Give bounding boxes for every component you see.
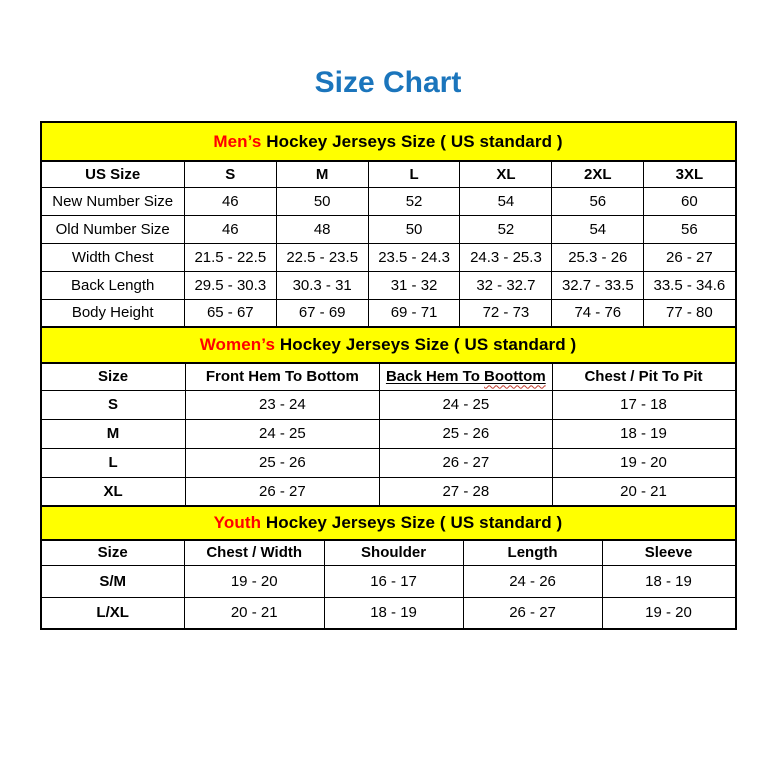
page-title: Size Chart <box>314 66 462 99</box>
row-label: Body Height <box>41 299 185 327</box>
womens-band-row <box>41 327 736 363</box>
cell: 27 - 28 <box>380 477 552 506</box>
band-highlight: Youth <box>213 513 262 532</box>
column-header: Length <box>463 540 602 565</box>
column-header: Sleeve <box>602 540 735 565</box>
column-header: Size <box>41 363 186 390</box>
cell: 18 - 19 <box>602 565 735 597</box>
table-row <box>41 271 736 299</box>
row-label: M <box>41 419 186 448</box>
youth-section-band <box>41 506 736 540</box>
cell: 25 - 26 <box>380 419 552 448</box>
column-header: US Size <box>41 161 185 187</box>
cell: 30.3 - 31 <box>276 271 368 299</box>
band-text: Hockey Jerseys Size ( US standard ) <box>275 335 577 354</box>
row-label: New Number Size <box>41 187 185 215</box>
row-label: S <box>41 390 186 419</box>
cell: 24 - 25 <box>185 419 380 448</box>
cell: 69 - 71 <box>368 299 460 327</box>
row-label: XL <box>41 477 186 506</box>
table-row <box>41 187 736 215</box>
row-label: Back Length <box>41 271 185 299</box>
cell: 46 <box>184 187 276 215</box>
table-row <box>41 215 736 243</box>
cell: 24 - 25 <box>380 390 552 419</box>
column-header: 2XL <box>552 161 644 187</box>
cell: 48 <box>276 215 368 243</box>
cell: 65 - 67 <box>184 299 276 327</box>
row-label: S/M <box>41 565 185 597</box>
cell: 25 - 26 <box>185 448 380 477</box>
cell: 26 - 27 <box>644 243 736 271</box>
cell: 32 - 32.7 <box>460 271 552 299</box>
column-header: Front Hem To Bottom <box>185 363 380 390</box>
band-text: Hockey Jerseys Size ( US standard ) <box>261 513 563 532</box>
cell: 52 <box>368 187 460 215</box>
womens-section-band <box>41 327 736 363</box>
table-row <box>41 448 736 477</box>
cell: 56 <box>552 187 644 215</box>
table-row <box>41 477 736 506</box>
column-header: 3XL <box>644 161 736 187</box>
band-highlight: Men’s <box>213 131 262 151</box>
table-row <box>41 419 736 448</box>
mens-section-band <box>41 122 736 161</box>
row-label: Width Chest <box>41 243 185 271</box>
cell: 19 - 20 <box>602 597 735 629</box>
row-label: L/XL <box>41 597 185 629</box>
cell: 77 - 80 <box>644 299 736 327</box>
cell: 20 - 21 <box>552 477 736 506</box>
cell: 19 - 20 <box>552 448 736 477</box>
cell: 72 - 73 <box>460 299 552 327</box>
cell: 21.5 - 22.5 <box>184 243 276 271</box>
row-label: Old Number Size <box>41 215 185 243</box>
youth-header-row <box>41 540 736 565</box>
cell: 46 <box>184 215 276 243</box>
cell: 54 <box>552 215 644 243</box>
misspelled-word: Boottom <box>484 368 546 386</box>
column-header <box>380 363 552 390</box>
womens-header-row <box>41 363 736 390</box>
cell: 17 - 18 <box>552 390 736 419</box>
size-chart <box>40 121 737 630</box>
cell: 56 <box>644 215 736 243</box>
band-highlight: Women’s <box>199 335 276 354</box>
cell: 50 <box>276 187 368 215</box>
cell: 20 - 21 <box>184 597 324 629</box>
cell: 31 - 32 <box>368 271 460 299</box>
cell: 50 <box>368 215 460 243</box>
womens-size-table <box>40 326 737 507</box>
column-header: Size <box>41 540 185 565</box>
youth-size-table <box>40 505 737 630</box>
mens-band-row <box>41 122 736 161</box>
column-header: Chest / Pit To Pit <box>552 363 736 390</box>
column-header: XL <box>460 161 552 187</box>
cell: 24 - 26 <box>463 565 602 597</box>
cell: 19 - 20 <box>184 565 324 597</box>
page <box>0 66 776 630</box>
cell: 26 - 27 <box>380 448 552 477</box>
column-header: Shoulder <box>324 540 463 565</box>
cell: 24.3 - 25.3 <box>460 243 552 271</box>
cell: 23 - 24 <box>185 390 380 419</box>
cell: 67 - 69 <box>276 299 368 327</box>
cell: 25.3 - 26 <box>552 243 644 271</box>
cell: 18 - 19 <box>324 597 463 629</box>
cell: 18 - 19 <box>552 419 736 448</box>
column-header: S <box>184 161 276 187</box>
cell: 32.7 - 33.5 <box>552 271 644 299</box>
cell: 22.5 - 23.5 <box>276 243 368 271</box>
cell: 16 - 17 <box>324 565 463 597</box>
cell: 26 - 27 <box>463 597 602 629</box>
cell: 74 - 76 <box>552 299 644 327</box>
column-header: L <box>368 161 460 187</box>
table-row <box>41 565 736 597</box>
column-header: M <box>276 161 368 187</box>
cell: 33.5 - 34.6 <box>644 271 736 299</box>
mens-header-row <box>41 161 736 187</box>
table-row <box>41 390 736 419</box>
column-header: Chest / Width <box>184 540 324 565</box>
table-row <box>41 299 736 327</box>
table-row <box>41 597 736 629</box>
cell: 23.5 - 24.3 <box>368 243 460 271</box>
cell: 29.5 - 30.3 <box>184 271 276 299</box>
youth-band-row <box>41 506 736 540</box>
band-text: Hockey Jerseys Size ( US standard ) <box>261 131 563 151</box>
table-row <box>41 243 736 271</box>
cell: 26 - 27 <box>185 477 380 506</box>
mens-size-table <box>40 121 737 328</box>
cell: 54 <box>460 187 552 215</box>
cell: 52 <box>460 215 552 243</box>
underlined-header-text: Back Hem To Boottom <box>385 368 546 386</box>
row-label: L <box>41 448 186 477</box>
cell: 60 <box>644 187 736 215</box>
